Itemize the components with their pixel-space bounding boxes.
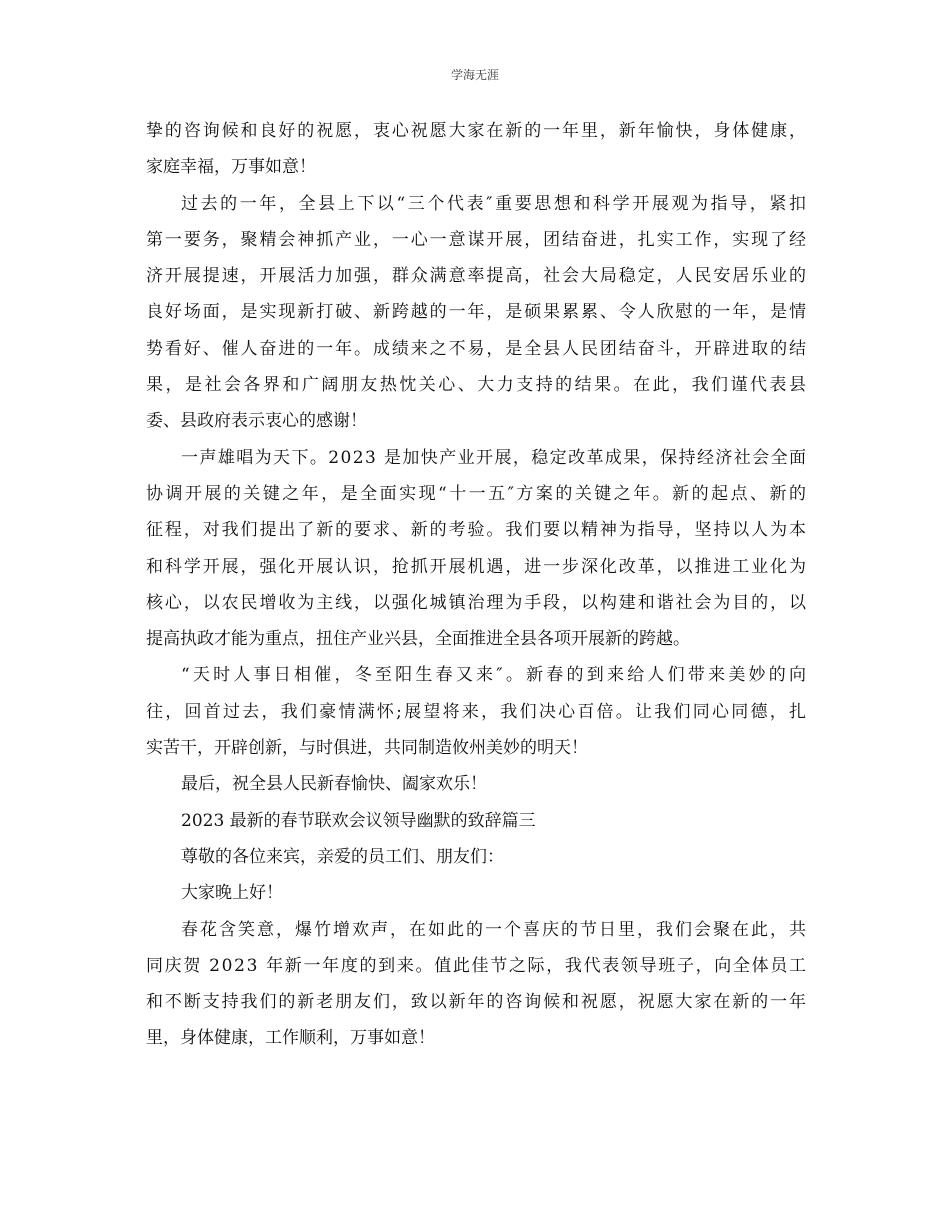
- text-line: 挚的咨询候和良好的祝愿，衷心祝愿大家在新的一年里，新年愉快，身体健康，: [146, 121, 808, 141]
- text-line: 第一要务，聚精会神抓产业，一心一意谋开展，团结奋进，扎实工作，实现了经: [146, 229, 808, 250]
- text-line: 同庆贺 2023 年新一年度的到来。值此佳节之际，我代表领导班子，向全体员工: [146, 955, 808, 976]
- text-line: 良好场面，是实现新打破、新跨越的一年，是硕果累累、令人欣慰的一年，是情: [146, 302, 808, 323]
- text-line: 果，是社会各界和广阔朋友热忱关心、大力支持的结果。在此，我们谨代表县: [146, 375, 809, 396]
- text-line: 和科学开展，强化开展认识，抢抓开展机遇，进一步深化改革，以推进工业化为: [146, 556, 808, 577]
- text-line: “天时人事日相催，冬至阳生春又来″。新春的到来给人们带来美妙的向: [181, 665, 810, 686]
- text-line: 最后，祝全县人民新春愉快、阖家欢乐！: [181, 774, 487, 795]
- text-line: 势看好、催人奋进的一年。成绩来之不易，是全县人民团结奋斗，开辟进取的结: [146, 338, 808, 359]
- text-line: 过去的一年，全县上下以“三个代表″重要思想和科学开展观为指导，紧扣: [181, 193, 809, 214]
- text-line: 委、县政府表示衷心的感谢！: [146, 411, 367, 432]
- text-line: 提高执政才能为重点，扭住产业兴县，全面推进全县各项开展新的跨越。: [146, 629, 690, 650]
- text-line: 大家晚上好！: [181, 883, 283, 904]
- text-line: 实苦干，开辟创新，与时俱进，共同制造攸州美妙的明天！: [146, 738, 588, 759]
- text-line: 里，身体健康，工作顺利，万事如意！: [146, 1028, 435, 1049]
- text-line: 一声雄唱为天下。2023 是加快产业开展，稳定改革成果，保持经济社会全面: [181, 447, 808, 468]
- text-line: 2023 最新的春节联欢会议领导幽默的致辞篇三: [181, 810, 536, 831]
- page-header: 学海无涯: [450, 68, 499, 82]
- text-line: 核心，以农民增收为主线，以强化城镇治理为手段，以构建和谐社会为目的，以: [146, 592, 808, 613]
- text-line: 协调开展的关键之年，是全面实现“十一五″方案的关键之年。新的起点、新的: [146, 483, 809, 504]
- text-line: 往，回首过去，我们豪情满怀;展望将来，我们决心百倍。让我们同心同德，扎: [146, 701, 809, 722]
- document-body: [146, 113, 810, 1057]
- text-line: 尊敬的各位来宾，亲爱的员工们、朋友们：: [181, 846, 504, 867]
- text-line: 春花含笑意，爆竹增欢声，在如此的一个喜庆的节日里，我们会聚在此，共: [181, 919, 808, 940]
- text-line: 和不断支持我们的新老朋友们，致以新年的咨询候和祝愿，祝愿大家在新的一年: [146, 992, 808, 1013]
- text-line: 征程，对我们提出了新的要求、新的考验。我们要以精神为指导，坚持以人为本: [146, 520, 808, 541]
- text-line: 济开展提速，开展活力加强，群众满意率提高，社会大局稳定，人民安居乐业的: [146, 266, 808, 287]
- text-line: 家庭幸福，万事如意！: [146, 157, 316, 178]
